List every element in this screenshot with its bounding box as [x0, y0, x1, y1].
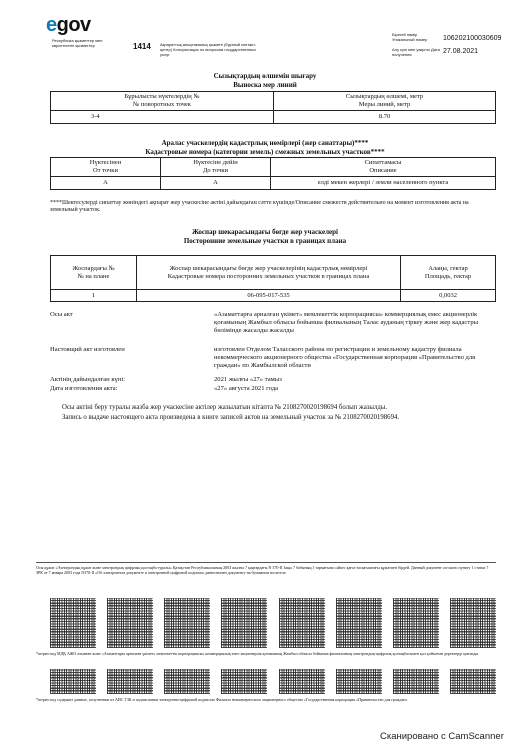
egov-logo [46, 14, 106, 36]
col-header-ru: До точки [202, 167, 229, 174]
unique-number-label: Бірегей нөмір Уникальный номер [392, 32, 428, 42]
made-kz-value: «Азаматтарға арналған үкімет» мемлекеттік корпорациясы» коммерциялық емес акционерлік қоғамының Жамбыл облысы бойынша филиалының Талас ауданың тіркеу және жер кадастры бөлімінде жасалды жасалды [214, 311, 479, 334]
col-header-ru: Кадастровые номера посторонних земельных участков в границах плана [167, 272, 370, 280]
table-cell: 1 [51, 290, 137, 302]
foreign-plots-table [50, 255, 496, 302]
col-header-kz: Жоспар шекарасындағы бөгде жер учаскелерінің кадастрлық нөмірлері [169, 264, 368, 272]
table-header-row [51, 256, 496, 290]
footer-barcode-note-kz: *штрих-код МДҚ АЖО алынған және «Азаматтарға арналған үкімет» мемлекеттік корпорациясы» коммерциялық емес акционерлік қоғамының Жамбыл облысы бойынша филиалының электрондық-цифрлық қолтаңбасымен қол қойылған деректерді қамтиды. [36, 651, 480, 656]
col-header-kz: Алаңы, гектар [428, 264, 468, 272]
barcode-icon [107, 669, 153, 694]
barcode-icon [393, 598, 439, 648]
lines-table [50, 91, 496, 124]
logo-e: e [46, 14, 57, 36]
barcode-icon [336, 669, 382, 694]
table-cell: А [51, 177, 161, 190]
made-kz-label: Осы акт [50, 311, 73, 318]
col-header-kz: Жоспардағы № [72, 264, 115, 272]
footer-barcode-note-ru: *штрих-код содержит данные, полученные из АИС ГЗК и подписанные электронно-цифровой подписью Филиала некоммерческого акционерного общества «Государственная корпорация «Правительство для граждан» [36, 697, 408, 702]
col-header-kz: Сызықтардың өлшемі, метр [345, 93, 424, 100]
section1-title-ru: Выноска мер линий [233, 81, 297, 89]
barcode-icon [221, 598, 267, 648]
camscanner-watermark: Сканировано с CamScanner [380, 731, 504, 742]
barcode-icon [279, 669, 325, 694]
barcode-icon [393, 669, 439, 694]
barcode-icon [107, 598, 153, 648]
barcode-icon [164, 669, 210, 694]
footer-legal-note: Осы құжат «Электрондық құжат және электрондық цифрлық қолтаңба туралы» Қазақстан Республикасының 2003 жылғы 7 қаңтардағы N 370-II Заңы 7 бабының 1 тармағына сәйкес қағаз тасығыштағы құжатпен бірдей. Данный документ согласно пункту 1 статьи 7 ЗРК от 7 января 2003 года N370-II «Об электронном документе и электронной цифровой подписи» равнозначен документу на бумажном носителе. [36, 565, 489, 575]
col-header-kz: Нүктесіне дейін [193, 159, 238, 166]
record-kz: Осы актіні беру туралы жазба жер учаскесіне актілер жазылатын кітапта № 2108270020198694 болып жазылды. [62, 404, 388, 411]
date-kz-label: Актінің дайындалған күні: [50, 376, 126, 383]
col-header-ru: № на плане [77, 272, 110, 280]
barcode-icon [50, 669, 96, 694]
barcode-icon [336, 598, 382, 648]
header-org-text: Республика қызметтер мен көрсетілетін қызметтер [52, 38, 103, 48]
col-header-kz: Бұрылысты нүктелердің № [124, 93, 200, 100]
receipt-date-label: Алу күні мен уақыты Дата получения [392, 47, 440, 57]
record-ru: Запись о выдаче настоящего акта произведена в книге записей актов на земельный участок за № 2108270020198694. [62, 414, 400, 421]
table-header-cell [51, 256, 137, 290]
barcode-icon [50, 598, 96, 648]
barcode-strip-2 [50, 669, 496, 694]
col-header-ru: Описание [369, 167, 397, 174]
barcode-strip [50, 598, 496, 648]
table-header-cell [271, 158, 496, 177]
table-header-cell [51, 158, 161, 177]
table-header-cell [137, 256, 401, 290]
contact-center-code: 1414 [133, 42, 151, 51]
table-row [51, 111, 496, 124]
table-cell: 0,0032 [401, 290, 496, 302]
receipt-date-value: 27.08.2021 [443, 48, 479, 55]
col-header-ru: Площадь, гектар [424, 272, 472, 280]
made-ru-label: Настоящий акт изготовлен [50, 346, 125, 353]
date-kz-value: 2021 жылғы «27» тамыз [214, 376, 282, 383]
col-header-ru: Меры линий, метр [358, 101, 411, 108]
made-ru-value: изготовлен Отделом Таласского района по регистрации и земельному кадастру филиала некоммерческого акционерного общества «Государственная корпорация «Правительство для граждан» по Жамбылской области [214, 346, 476, 369]
table-header-cell [401, 256, 496, 290]
table-header-row [51, 92, 496, 111]
table-cell: 3-4 [51, 111, 274, 124]
table-row [51, 177, 496, 190]
barcode-icon [450, 598, 496, 648]
section2-title-kz: Аралас учаскелердің кадастрлық нөмірлері (жер санаттары)**** [161, 139, 369, 147]
barcode-icon [450, 669, 496, 694]
table-cell: елді мекен жерлері / земли населенного пункта [271, 177, 496, 190]
section3-title-ru: Посторонние земельные участки в границах плана [183, 237, 347, 245]
col-header-ru: № поворотных точек [133, 101, 191, 108]
table-cell: 8.70 [274, 111, 496, 124]
table-header-cell [161, 158, 271, 177]
barcode-icon [164, 598, 210, 648]
date-ru-value: «27» августа 2021 года [214, 385, 279, 392]
col-header-kz: Сипаттамасы [364, 159, 402, 166]
barcode-icon [279, 598, 325, 648]
unique-number-value: 106202100030609 [443, 35, 502, 42]
section3-title-kz: Жоспар шекарасындағы бөгде жер учаскелері [192, 228, 338, 236]
table-header-row [51, 158, 496, 177]
section2-title-ru: Кадастровые номера (категории земель) смежных земельных участков**** [145, 148, 385, 156]
adjacent-table [50, 157, 496, 190]
logo-gov: gov [56, 14, 91, 36]
table-header-cell [274, 92, 496, 111]
table-cell: А [161, 177, 271, 190]
barcode-icon [221, 669, 267, 694]
col-header-kz: Нүктесінен [89, 159, 122, 166]
adjacent-note: ****Шектесулерді сипаттау жөніндегі ақпарат жер учаскесіне актіні дайындаған сәтте күшінде/Описание смежеств действительно на момент изготовления акта на земельный участок. [50, 200, 469, 213]
col-header-ru: От точки [93, 167, 118, 174]
section1-title-kz: Сызықтардың өлшемін шығару [213, 72, 317, 80]
table-header-cell [51, 92, 274, 111]
date-ru-label: Дата изготовления акта: [50, 385, 118, 392]
table-cell: 06-095-017-535 [137, 290, 401, 302]
table-row [51, 290, 496, 302]
footer-divider [36, 562, 496, 563]
header-service-text: Ақпараттық-анықтамалық қызметі (Единый контакт-центр) Консультации по вопросам государственных услуг [160, 42, 257, 57]
